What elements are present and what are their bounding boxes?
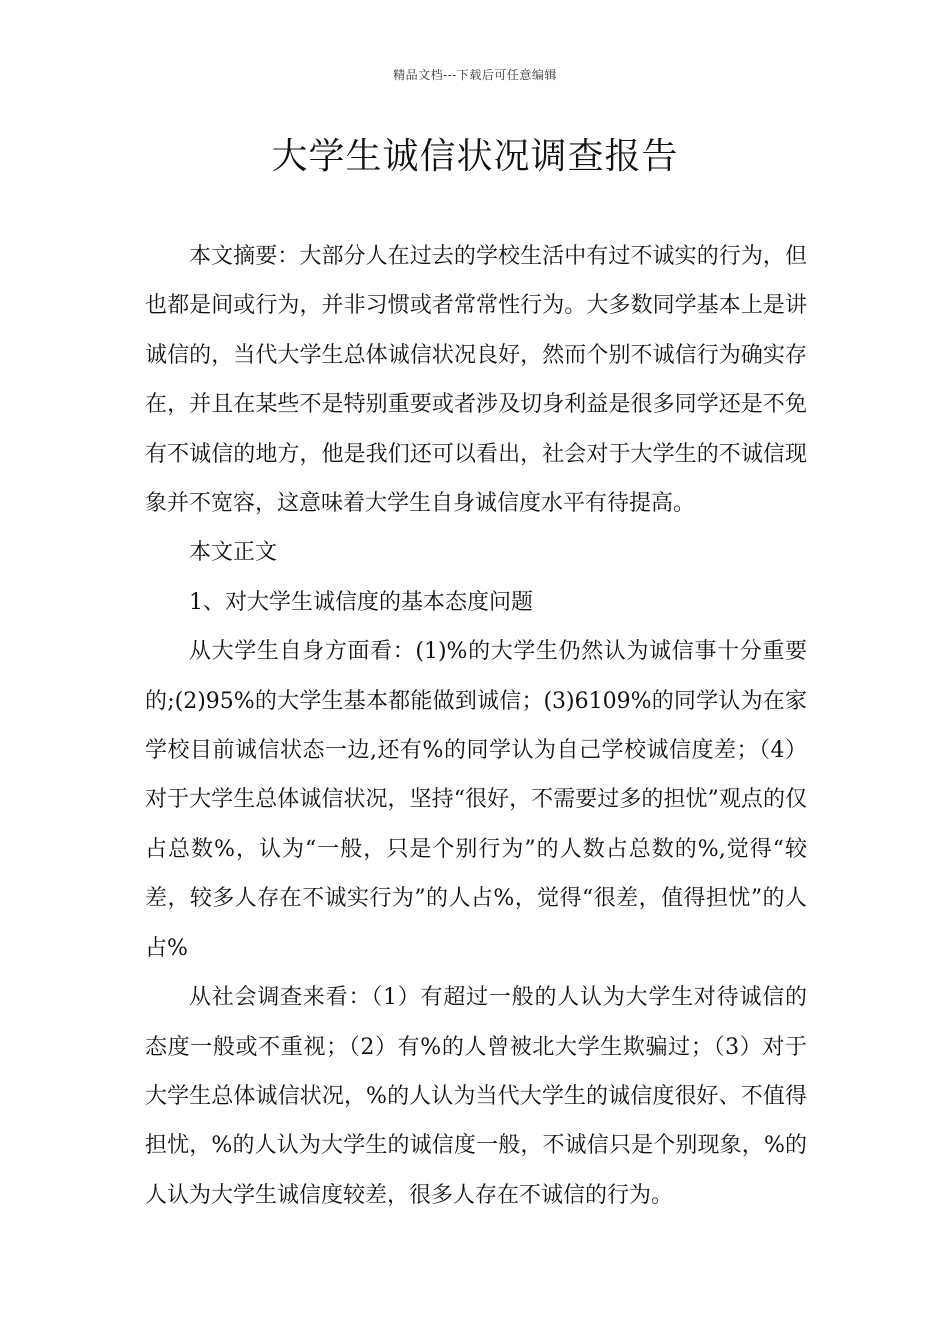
document-title: 大学生诚信状况调查报告 xyxy=(271,136,679,177)
section-heading: 1、对大学生诚信度的基本态度问题 xyxy=(189,589,533,615)
student-perspective-paragraph: 从大学生自身方面看：(1)%的大学生仍然认为诚信事十分重要的;(2)95%的大学生基本都能做到诚信；(3)6109%的同学认为在家学校目前诚信状态一边,还有%的同学认为自己学校诚信度差；（4）对于大学生总体诚信状况，坚持“很好，不需要过多的担忧”观点的仅占总数%，认为“一般，只是个别行为”的人数占总数的%,觉得“较差，较多人存在不诚实行为”的人占%，觉得“很差，值得担忧”的人占% xyxy=(145,639,807,961)
society-perspective-paragraph: 从社会调查来看：（1）有超过一般的人认为大学生对待诚信的态度一般或不重视；（2）有%的人曾被北大学生欺骗过；（3）对于大学生总体诚信状况，%的人认为当代大学生的诚信度很好、不值得担忧，%的人认为大学生的诚信度一般，不诚信只是个别现象，%的人认为大学生诚信度较差，很多人存在不诚信的行为。 xyxy=(145,985,807,1208)
abstract-paragraph: 本文摘要：大部分人在过去的学校生活中有过不诚实的行为，但也都是间或行为，并非习惯或者常常性行为。大多数同学基本上是讲诚信的，当代大学生总体诚信状况良好，然而个别不诚信行为确实存在，并且在某些不是特别重要或者涉及切身利益是很多同学还是不免有不诚信的地方，他是我们还可以看出，社会对于大学生的不诚信现象并不宽容，这意味着大学生自身诚信度水平有待提高。 xyxy=(145,244,807,517)
document-body xyxy=(145,232,807,1220)
section-label: 本文正文 xyxy=(189,540,278,566)
header-note: 精品文档---下载后可任意编辑 xyxy=(393,68,557,82)
